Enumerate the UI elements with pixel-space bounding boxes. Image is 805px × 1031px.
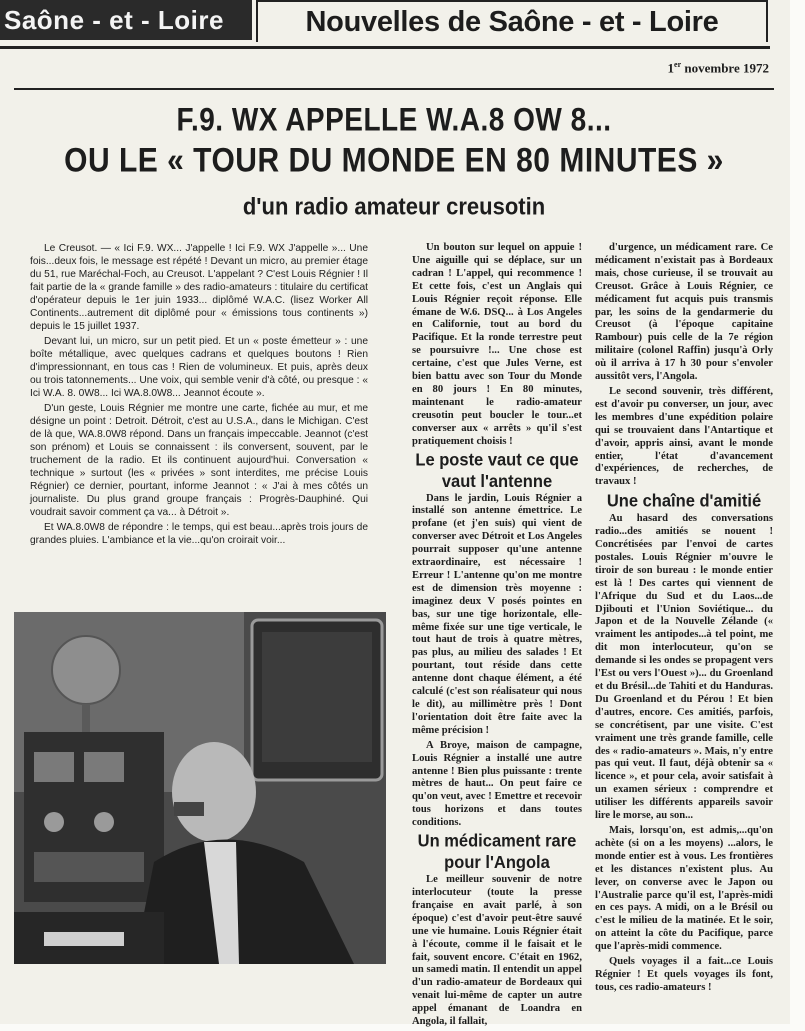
paragraph: Le meilleur souvenir de notre interlocuteur (toute la presse française en avait parlé, à son époque) c'est d'avoir peut-être sauvé une vie humaine. Louis Régnier était à l'écoute, comme il le faisait et le fait, souvent encore. C'était en 1962, un samedi matin. Il entendit un appel d'un radio-amateur de Bordeaux qui venait lui-même de capter un autre appel émanant de Loandra en Angola, il fallait, (412, 874, 582, 1028)
paragraph: A Broye, maison de campagne, Louis Régnier a installé une autre antenne ! Bien plus puissante : trente mètres de haut... On peut faire ce qu'on veut, avec ! Emettre et recevoir tous horizons et dans toutes conditions. (412, 739, 582, 829)
paragraph: D'un geste, Louis Régnier me montre une carte, fichée au mur, et me désigne un point : Detroit. Détroit, c'est au U.S.A., dans le Michigan. C'est de là que, WA.8.0W8 répond. Dans un français impeccable. Jeannot (c'est son prénom) et Louis se connaissent : ils conversent, souvent, par le truchement de la radio. Et ils continuent aujourd'hui. Conversation « technique » surtout (les « privées » sont interdites, me précise Louis Régnier) ce dernier, pourtant, informe Jeannot : « J'ai à mes côtés un journaliste. Du plus grand groupe français : Progrès-Dauphiné. Qui voudrait savoir comment ça va... à Détroit ». (30, 403, 368, 518)
masthead-band (0, 0, 770, 49)
paragraph: Un bouton sur lequel on appuie ! Une aiguille qui se déplace, sur un cadran ! L'appel, qui recommence ! Et cette fois, c'est un Anglais qui Louis Régnier reçoit réponse. Elle émane de W.6. DSQ... à Los Angeles en Californie, tout au bord du Pacifique. Et la ronde terrestre peut se poursuivre !... Une chose est certaine, c'est que Jules Verne, est bien battu avec son Tour du Monde en 80 jours ! En 80 minutes, maintenant le radio-amateur creusotin peut boucler le tour...et converser aux « arrêts » qu'il s'est pratiquement choisis ! (412, 242, 582, 447)
article-column-2 (412, 242, 582, 1031)
article-column-1 (30, 242, 368, 549)
date-day: 1 (667, 60, 675, 76)
paragraph: Dans le jardin, Louis Régnier a installé son antenne émettrice. Le profane (et j'en suis) qui vient de converser avec Détroit et Los Angeles pourrait supposer qu'une antenne extraordinaire, est nécessaire ! Erreur ! L'antenne qu'on me montre est de dimension très moyenne : imaginez deux V posés pointes en bas, sur une tige horizontale, elle-même fixée sur une tige verticale, le tout haut de trois à quatre mètres, pas plus, au milieu des salades ! Et pourtant, tout réside dans cette antenne dont chaque élément, a été calculé (c'est son réalisateur qui nous le dit), au millimètre près ! Dont l'orientation doit être faite avec la même précision ! (412, 492, 582, 736)
paragraph: Et WA.8.0W8 de répondre : le temps, qui est beau...après trois jours de grandes pluies. L'ambiance et la vie...qu'on croirait voir... (30, 522, 368, 546)
article-column-3 (595, 242, 773, 997)
paragraph: Devant lui, un micro, sur un petit pied. Et un « poste émetteur » : une boîte métallique, avec quelques cadrans et quelques boutons ! Rien d'impressionnant, en tous cas ! Rien de volumineux. Et puis, après deux ou trois tatonnements... Une voix, qui semble venir d'à côté, ou presque : « Ici W.A. 8. 0W8... Ici WA.8.0W8... Jeannot écoute ». (30, 336, 368, 399)
headline-subtitle: d'un radio amateur creusotin (242, 192, 546, 221)
headline-line-2: OU LE « TOUR DU MONDE EN 80 MINUTES » (64, 141, 724, 180)
issue-date (668, 60, 769, 76)
section-label-left: Saône - et - Loire (0, 0, 252, 40)
headline-line-1: F.9. WX APPELLE W.A.8 OW 8... (176, 101, 612, 138)
article-photo (14, 612, 386, 964)
section-heading: Une chaîne d'amitié (606, 491, 762, 511)
paragraph: d'urgence, un médicament rare. Ce médicament n'existait pas à Bordeaux mais, chose curieuse, il se trouvait au Creusot. Grâce à Louis Régnier, ce médicament fut acquis puis transmis par, les soins de la gendarmerie du Creusot (à l'époque capitaine Rambour) puis celle de la 7e région militaire (colonel Raffin) jusqu'à Orly où il arriva à 17 h 30 pour s'envoler aussitôt vers, l'Angola. (595, 242, 773, 383)
date-sup: er (674, 60, 682, 69)
paragraph: Quels voyages il a fait...ce Louis Régnier ! Et quels voyages ils font, tous, ces radio-amateurs ! (595, 956, 773, 993)
date-rest: novembre 1972 (681, 60, 769, 76)
section-heading: Un médicament rare pour l'Angola (417, 831, 577, 873)
paragraph: Mais, lorsqu'on, est admis,...qu'on achète (si on a les moyens) ...alors, le monde entier est à vous. Les frontières et les distances n'existent plus. Au lever, on converse avec le Japon ou l'Australie parce qu'il est, l'après-midi en ces pays. A midi, on a le Brésil ou c'est le milieu de la matinée. Et le soir, on atteint la côte du Pacifique, parce que l'après-midi commence. (595, 824, 773, 953)
paragraph: Au hasard des conversations radio...des amitiés se nouent ! Concrétisées par l'envoi de cartes postales. Louis Régnier m'ouvre le tiroir de son bureau : le monde entier est là ! Des cartes qui viennent de l'Afrique du Sud et du Laos...de Djibouti et l'Union Soviétique... du Japon et de la Nouvelle Zélande (« vraiment les antipodes...à tel point, me dit mon interlocuteur, qu'on se demande si les ondes se propagent vers l'Est ou vers l'Ouest »)... du Groenland et du Brésil...de Tahiti et du Handuras. Du Groenland et du Pérou ! Et bien d'autres, encore. Ces amitiés, parfois, se concrétisent, par une visite. C'est vraiment une très grande famille, celle des « radio-amateurs ». Mais, n'y entre pas qui veut. Il faut, déjà obtenir sa « licence », et pour cela, avoir satisfait à un examen sérieux : comprendre et utiliser les différents appareils savoir lire le morse, au son... (595, 513, 773, 822)
paragraph: Le Creusot. — « Ici F.9. WX... J'appelle ! Ici F.9. WX J'appelle »... Une fois...deux fois, le message est répété ! Devant un micro, au premier étage du 51, rue Maréchal-Foch, au Creusot. L'appelant ? C'est Louis Régnier ! Il fait partie de la « grande famille » des radio-amateurs : titulaire du certificat d'opérateur depuis le 1er juin 1933... diplômé W.A.C. (lisez Worker All Continents...autrement dit diplômé pour « émissions tous continents ») depuis le 15 juillet 1937. (30, 243, 368, 332)
paragraph: Le second souvenir, très différent, est d'avoir pu converser, un jour, avec les membres d'une expédition polaire qui se trouvaient dans l'Antartique et d'avoir, appris ainsi, avant le monde entier, l'état d'avancement d'expériences, de recherches, de travaux ! (595, 385, 773, 488)
headline (14, 90, 774, 230)
section-heading: Le poste vaut ce que vaut l'antenne (415, 449, 579, 492)
section-label-right: Nouvelles de Saône - et - Loire (256, 0, 768, 42)
